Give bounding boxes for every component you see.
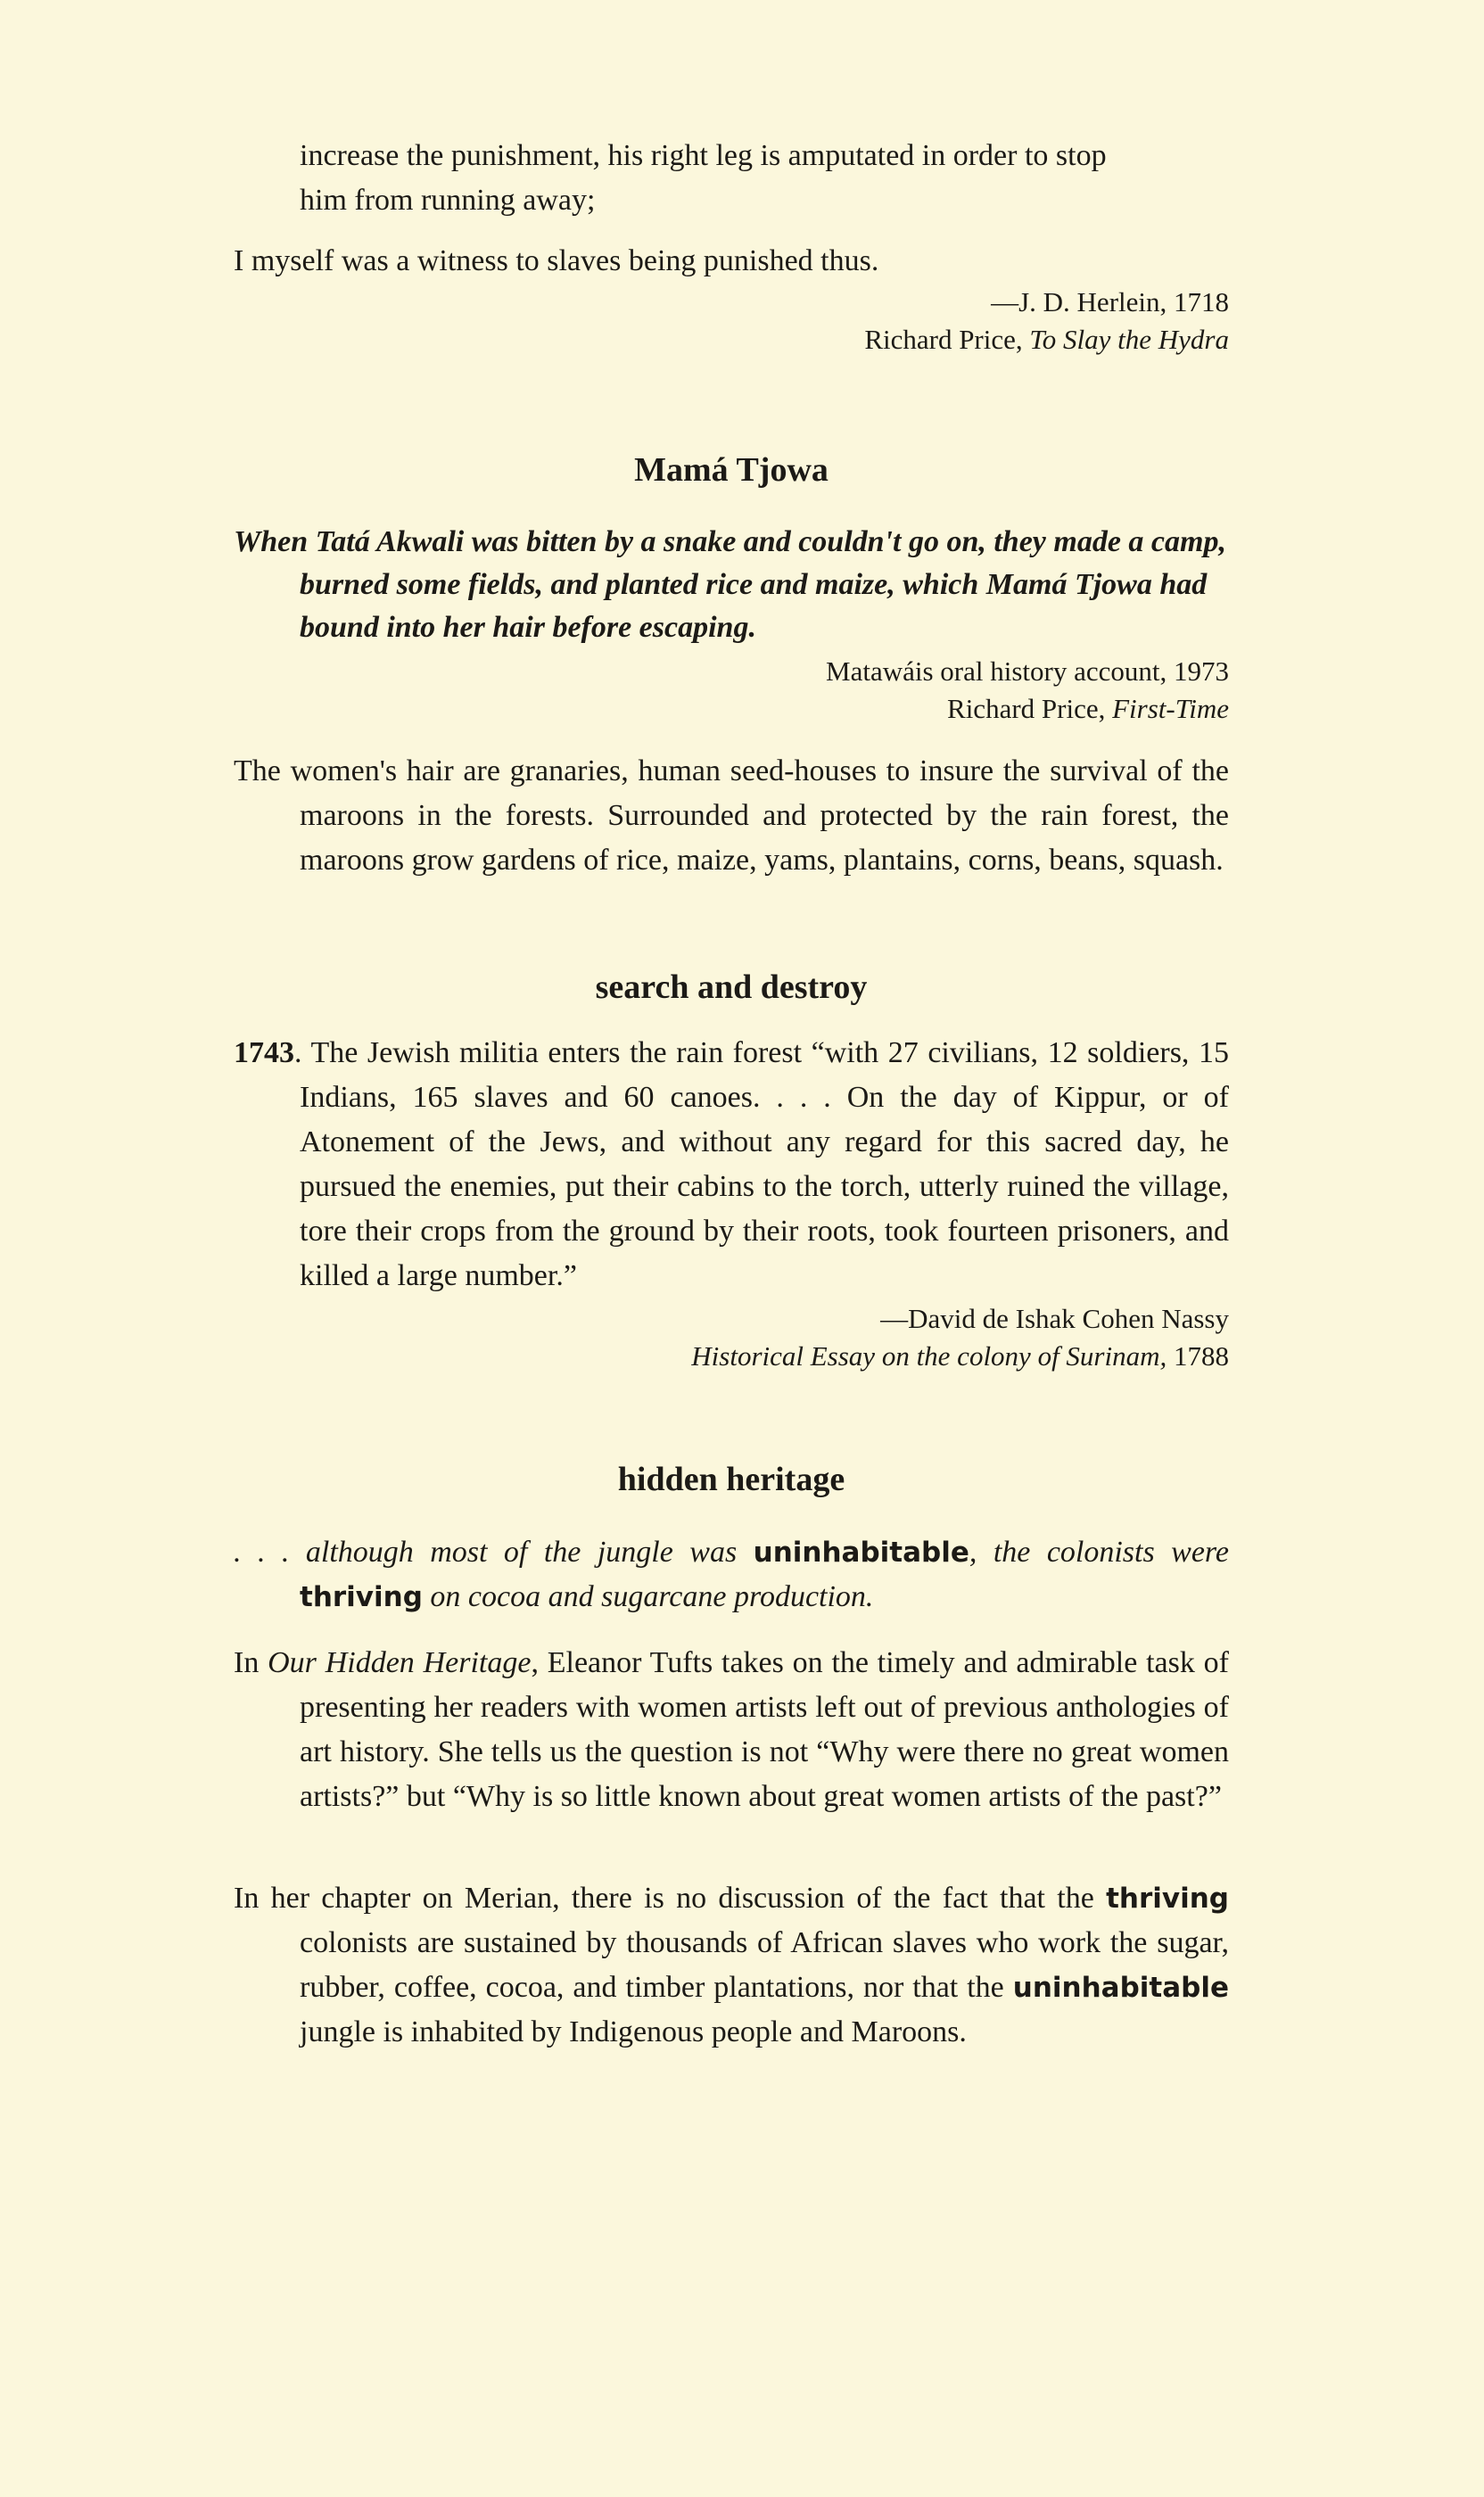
year-label: 1743 — [234, 1036, 294, 1069]
excerpt-line-2: him from running away; — [300, 184, 596, 217]
keyword-uninhabitable: uninhabitable — [753, 1537, 969, 1569]
book-title: Our Hidden Heritage — [268, 1646, 532, 1679]
quote-part-2: , the colonists were — [969, 1536, 1229, 1569]
militia-text: . The Jewish militia enters the rain forest “with 27 civilians, 12 soldiers, 15 Indians, 165 slaves and 60 canoes. . . . On the day of Kippur, or of Atonement of the Jews, and without any regard for this sacred day, he pursued the enemies, put their cabins to the torch, utterly ruined the village, tore their crops from the ground by their roots, took fourteen prisoners, and killed a large number.” — [294, 1036, 1229, 1292]
attribution-source-title: Historical Essay on the colony of Surinam, — [691, 1340, 1167, 1372]
herlein-attribution — [234, 284, 1229, 358]
quote-part-1: . . . although most of the jungle was — [234, 1536, 754, 1569]
mama-tjowa-quote: When Tatá Akwali was bitten by a snake and couldn't go on, they made a camp, burned some fields, and planted rice and maize, which Mamá Tjowa had bound into her hair before escaping. — [234, 525, 1226, 644]
nassy-attribution — [234, 1300, 1229, 1375]
excerpt-continuation — [234, 134, 1229, 223]
witness-line: I myself was a witness to slaves being punished thus. — [234, 244, 879, 277]
merian-part-3: jungle is inhabited by Indigenous people and Maroons. — [300, 2015, 967, 2048]
attribution-author: —David de Ishak Cohen Nassy — [880, 1303, 1229, 1334]
attribution-source-prefix: Richard Price, — [947, 693, 1113, 724]
page-content — [234, 134, 1229, 2055]
merian-paragraph — [234, 1876, 1229, 2055]
section-heading-hidden-heritage: hidden heritage — [617, 1461, 845, 1498]
excerpt-line-1: increase the punishment, his right leg is amputated in order to stop — [300, 139, 1107, 172]
keyword-thriving: thriving — [300, 1581, 423, 1613]
tufts-paragraph — [234, 1641, 1229, 1819]
attribution-source-title: To Slay the Hydra — [1029, 324, 1229, 355]
hidden-heritage-quote — [234, 1530, 1229, 1619]
merian-part-2: colonists are sustained by thousands of African slaves who work the sugar, rubber, coffee, cocoa, and timber plantations, nor that the — [300, 1926, 1229, 2004]
para-prefix: In — [234, 1646, 268, 1679]
quote-part-3: on cocoa and sugarcane production. — [422, 1580, 874, 1613]
mama-tjowa-attribution — [234, 653, 1229, 728]
granaries-paragraph: The women's hair are granaries, human seed-houses to insure the survival of the maroons in the forests. Surrounded and protected by the rain forest, the maroons grow gardens of rice, maize, yams, plantains, corns, beans, squash. — [234, 754, 1229, 877]
section-heading-search-and-destroy: search and destroy — [595, 968, 868, 1006]
attribution-year: 1788 — [1167, 1340, 1229, 1372]
attribution-author: —J. D. Herlein, 1718 — [991, 286, 1229, 317]
keyword-uninhabitable: uninhabitable — [1012, 1972, 1229, 2004]
tufts-text: , Eleanor Tufts takes on the timely and admirable task of presenting her readers with women artists left out of previous anthologies of art history. She tells us the question is not “Why were there no great women artists?” but “Why is so little known about great women artists of the past?” — [300, 1646, 1229, 1813]
merian-part-1: In her chapter on Merian, there is no discussion of the fact that the — [234, 1882, 1107, 1915]
keyword-thriving: thriving — [1106, 1883, 1229, 1915]
section-heading-mama-tjowa: Mamá Tjowa — [634, 451, 829, 489]
attribution-source-title: First-Time — [1112, 693, 1229, 724]
attribution-oral-history: Matawáis oral history account, 1973 — [826, 655, 1229, 687]
militia-paragraph — [234, 1031, 1229, 1298]
attribution-source-prefix: Richard Price, — [864, 324, 1030, 355]
